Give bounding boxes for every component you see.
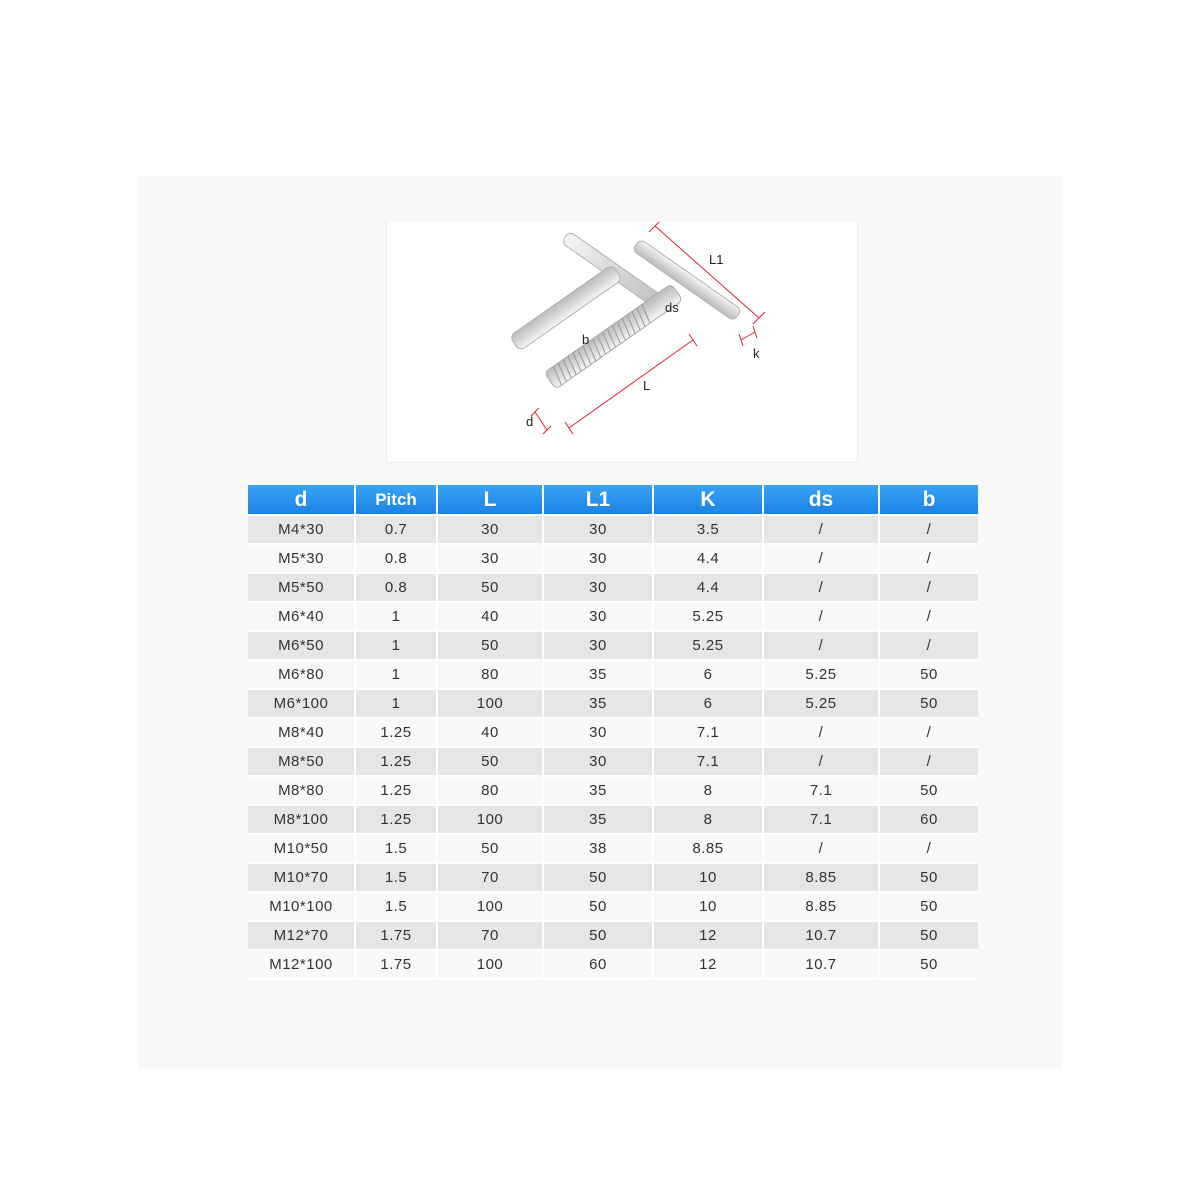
header-row — [248, 485, 978, 516]
cell-d: M6*80 — [248, 661, 356, 690]
cell-d: M10*100 — [248, 893, 356, 922]
header-l1: L1 — [544, 485, 654, 516]
cell-k: 5.25 — [654, 603, 764, 632]
cell-l1: 35 — [544, 661, 654, 690]
cell-l: 50 — [438, 632, 544, 661]
cell-l1: 30 — [544, 516, 654, 545]
header-b: b — [880, 485, 978, 516]
bolt-dimension-figure — [386, 222, 858, 463]
cell-l: 80 — [438, 661, 544, 690]
cell-pitch: 0.7 — [356, 516, 438, 545]
cell-l1: 30 — [544, 603, 654, 632]
cell-l: 100 — [438, 806, 544, 835]
cell-ds: / — [764, 632, 880, 661]
cell-l1: 35 — [544, 777, 654, 806]
cell-l1: 50 — [544, 864, 654, 893]
cell-k: 5.25 — [654, 632, 764, 661]
cell-d: M12*70 — [248, 922, 356, 951]
table-row — [248, 835, 978, 864]
cell-ds: / — [764, 603, 880, 632]
cell-pitch: 1 — [356, 632, 438, 661]
cell-k: 3.5 — [654, 516, 764, 545]
cell-b: 50 — [880, 777, 978, 806]
label-ds: ds — [665, 300, 679, 315]
cell-d: M6*50 — [248, 632, 356, 661]
cell-k: 12 — [654, 951, 764, 980]
cell-k: 6 — [654, 690, 764, 719]
table-row — [248, 632, 978, 661]
table-row — [248, 748, 978, 777]
cell-k: 4.4 — [654, 545, 764, 574]
cell-b: 50 — [880, 690, 978, 719]
cell-b: / — [880, 719, 978, 748]
cell-b: 50 — [880, 661, 978, 690]
table-row — [248, 603, 978, 632]
cell-l1: 35 — [544, 690, 654, 719]
header-k: K — [654, 485, 764, 516]
cell-b: / — [880, 748, 978, 777]
cell-pitch: 1.5 — [356, 835, 438, 864]
cell-d: M10*50 — [248, 835, 356, 864]
cell-b: / — [880, 516, 978, 545]
spec-table-body — [248, 516, 978, 980]
cell-ds: / — [764, 835, 880, 864]
cell-pitch: 1 — [356, 603, 438, 632]
cell-k: 7.1 — [654, 719, 764, 748]
label-k: k — [753, 346, 760, 361]
header-d: d — [248, 485, 356, 516]
cell-k: 8.85 — [654, 835, 764, 864]
cell-k: 8 — [654, 777, 764, 806]
cell-pitch: 1.75 — [356, 922, 438, 951]
cell-b: / — [880, 632, 978, 661]
cell-l: 30 — [438, 545, 544, 574]
cell-l: 100 — [438, 893, 544, 922]
cell-l1: 30 — [544, 632, 654, 661]
cell-pitch: 1 — [356, 690, 438, 719]
cell-l: 100 — [438, 951, 544, 980]
cell-ds: 5.25 — [764, 690, 880, 719]
cell-b: 50 — [880, 864, 978, 893]
cell-l: 40 — [438, 603, 544, 632]
cell-l: 100 — [438, 690, 544, 719]
cell-b: / — [880, 835, 978, 864]
cell-l: 70 — [438, 922, 544, 951]
table-row — [248, 806, 978, 835]
header-ds: ds — [764, 485, 880, 516]
cell-l1: 30 — [544, 574, 654, 603]
cell-d: M8*40 — [248, 719, 356, 748]
table-row — [248, 951, 978, 980]
cell-l: 50 — [438, 835, 544, 864]
cell-ds: 5.25 — [764, 661, 880, 690]
cell-ds: 7.1 — [764, 777, 880, 806]
cell-l1: 50 — [544, 893, 654, 922]
cell-pitch: 1.5 — [356, 864, 438, 893]
cell-ds: 10.7 — [764, 951, 880, 980]
cell-l1: 50 — [544, 922, 654, 951]
cell-b: 50 — [880, 922, 978, 951]
cell-l1: 30 — [544, 719, 654, 748]
cell-l: 80 — [438, 777, 544, 806]
cell-pitch: 1 — [356, 661, 438, 690]
table-row — [248, 545, 978, 574]
cell-b: / — [880, 603, 978, 632]
cell-l1: 35 — [544, 806, 654, 835]
label-l: L — [643, 378, 651, 393]
cell-d: M10*70 — [248, 864, 356, 893]
cell-pitch: 1.25 — [356, 748, 438, 777]
cell-d: M8*80 — [248, 777, 356, 806]
cell-l1: 30 — [544, 748, 654, 777]
table-row — [248, 893, 978, 922]
cell-k: 10 — [654, 864, 764, 893]
cell-b: / — [880, 545, 978, 574]
table-row — [248, 922, 978, 951]
cell-l1: 60 — [544, 951, 654, 980]
spec-table — [248, 485, 978, 980]
cell-ds: 8.85 — [764, 893, 880, 922]
cell-pitch: 0.8 — [356, 545, 438, 574]
table-row — [248, 574, 978, 603]
cell-ds: 8.85 — [764, 864, 880, 893]
cell-ds: / — [764, 748, 880, 777]
cell-d: M5*50 — [248, 574, 356, 603]
cell-k: 4.4 — [654, 574, 764, 603]
cell-ds: / — [764, 516, 880, 545]
cell-d: M6*40 — [248, 603, 356, 632]
cell-ds: / — [764, 719, 880, 748]
spec-table-header — [248, 485, 978, 516]
cell-d: M8*100 — [248, 806, 356, 835]
cell-k: 8 — [654, 806, 764, 835]
table-row — [248, 661, 978, 690]
cell-k: 12 — [654, 922, 764, 951]
cell-pitch: 1.25 — [356, 806, 438, 835]
cell-l: 50 — [438, 748, 544, 777]
cell-l: 50 — [438, 574, 544, 603]
cell-pitch: 0.8 — [356, 574, 438, 603]
cell-b: 60 — [880, 806, 978, 835]
cell-d: M6*100 — [248, 690, 356, 719]
table-row — [248, 864, 978, 893]
cell-b: 50 — [880, 893, 978, 922]
table-row — [248, 690, 978, 719]
cell-l1: 38 — [544, 835, 654, 864]
cell-d: M8*50 — [248, 748, 356, 777]
cell-pitch: 1.75 — [356, 951, 438, 980]
cell-ds: 7.1 — [764, 806, 880, 835]
cell-d: M4*30 — [248, 516, 356, 545]
cell-k: 6 — [654, 661, 764, 690]
table-row — [248, 777, 978, 806]
cell-d: M12*100 — [248, 951, 356, 980]
cell-l: 30 — [438, 516, 544, 545]
cell-b: 50 — [880, 951, 978, 980]
cell-d: M5*30 — [248, 545, 356, 574]
table-row — [248, 719, 978, 748]
header-l: L — [438, 485, 544, 516]
label-b: b — [582, 332, 590, 347]
cell-pitch: 1.25 — [356, 719, 438, 748]
cell-b: / — [880, 574, 978, 603]
cell-k: 10 — [654, 893, 764, 922]
label-l1: L1 — [709, 252, 724, 267]
table-row — [248, 516, 978, 545]
cell-l: 40 — [438, 719, 544, 748]
cell-pitch: 1.5 — [356, 893, 438, 922]
cell-ds: / — [764, 574, 880, 603]
label-d: d — [526, 414, 534, 429]
cell-l: 70 — [438, 864, 544, 893]
cell-l1: 30 — [544, 545, 654, 574]
cell-ds: / — [764, 545, 880, 574]
t-bolt-drawing — [387, 222, 857, 462]
header-pitch: Pitch — [356, 485, 438, 516]
cell-ds: 10.7 — [764, 922, 880, 951]
cell-k: 7.1 — [654, 748, 764, 777]
cell-pitch: 1.25 — [356, 777, 438, 806]
